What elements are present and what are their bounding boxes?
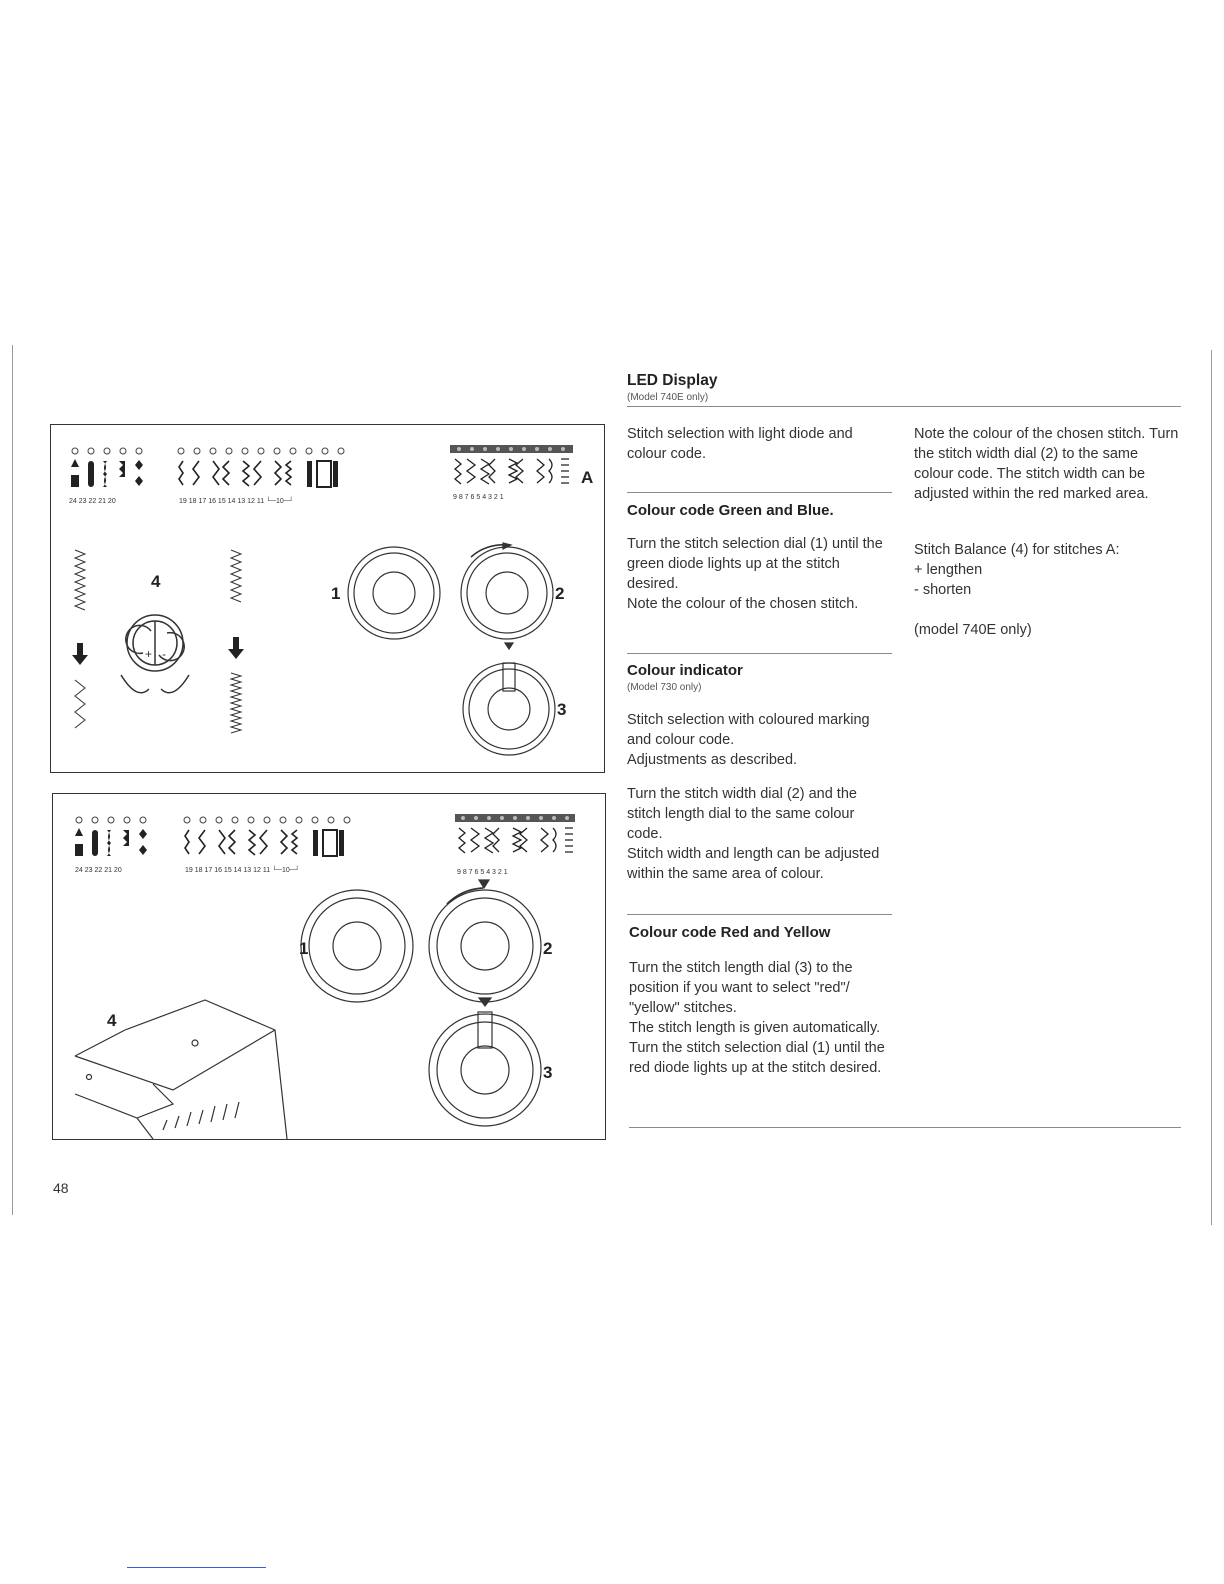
stitch-column-left: [75, 550, 85, 728]
rule-top: [627, 406, 1181, 407]
figure-top-illustration: [51, 425, 604, 772]
arrow-down-mid: [228, 637, 244, 659]
led-row-left: [72, 448, 142, 454]
colour-indicator-line-2: Adjustments as described.: [627, 752, 798, 768]
red-yellow-title: Colour code Red and Yellow: [629, 924, 831, 941]
green-blue-line-2: Note the colour of the chosen stitch.: [627, 596, 859, 612]
led-display-title: LED Display: [627, 372, 718, 389]
stitch-glyphs-middle-bottom: [185, 830, 297, 855]
label-2-top: 2: [555, 584, 565, 603]
stitch-glyphs-middle: [179, 461, 291, 486]
colour-indicator-line-1: Stitch selection with coloured marking and colour code.: [627, 712, 870, 748]
group-left-numbers-bottom: 24 23 22 21 20: [75, 867, 122, 874]
colour-indicator-note: (Model 730 only): [627, 682, 702, 693]
rule-red-yellow: [627, 914, 892, 915]
stitch-balance-minus: - shorten: [914, 582, 972, 598]
stitch-length-dial-bottom: [429, 998, 541, 1126]
green-blue-text: [627, 534, 892, 614]
minus-sign: -: [162, 647, 166, 661]
group-right-numbers-bottom: 9 8 7 6 5 4 3 2 1: [457, 869, 508, 876]
label-4-bottom: 4: [107, 1011, 117, 1030]
green-blue-line-1: Turn the stitch selection dial (1) until the green diode lights up at the stitch desired.: [627, 536, 883, 592]
stitch-balance-knob: [121, 615, 189, 693]
led-row-middle: [178, 448, 344, 454]
stitch-length-dial: [463, 643, 555, 755]
rule-colour-indicator: [627, 653, 892, 654]
page-number: 48: [53, 1180, 69, 1196]
figure-bottom-illustration: [53, 794, 605, 1139]
red-yellow-text: [629, 958, 894, 1078]
red-yellow-line-2: The stitch length is given automatically.: [629, 1020, 881, 1036]
stitch-balance-block: [914, 540, 1179, 600]
red-yellow-line-3: Turn the stitch selection dial (1) until the red diode lights up at the stitch desired.: [629, 1040, 885, 1076]
led-display-text: Stitch selection with light diode and colour code.: [627, 426, 853, 462]
stitch-width-dial: [461, 543, 553, 639]
green-blue-title: Colour code Green and Blue.: [627, 502, 834, 519]
label-1-top: 1: [331, 584, 341, 603]
model-note: (model 740E only): [914, 622, 1032, 638]
led-display-note: (Model 740E only): [627, 392, 709, 403]
group-left-numbers: 24 23 22 21 20: [69, 498, 116, 505]
left-margin-line: [12, 345, 13, 1215]
footer-link-line: [127, 1567, 266, 1568]
group-mid-numbers: 19 18 17 16 15 14 13 12 11 └─10─┘: [179, 498, 294, 505]
colour-indicator-title: Colour indicator: [627, 662, 743, 679]
label-2-bottom: 2: [543, 939, 553, 958]
colour-indicator-text: [627, 710, 892, 770]
stitch-glyphs-right: [455, 459, 569, 484]
figure-bottom-panel: [52, 793, 606, 1140]
stitch-glyphs-right-bottom: [459, 828, 573, 853]
colour-indicator-line-4: Stitch width and length can be adjusted within the same area of colour.: [627, 846, 880, 882]
stitch-selection-dial-bottom: [301, 890, 413, 1002]
group-mid-numbers-bottom: 19 18 17 16 15 14 13 12 11 └─10─┘: [185, 867, 300, 874]
colour-indicator-text-2: [627, 784, 892, 884]
stitch-width-dial-bottom: [429, 880, 541, 1002]
stitch-glyphs-left: [71, 459, 143, 487]
arrow-down-left: [72, 643, 88, 665]
red-yellow-line-1: Turn the stitch length dial (3) to the position if you want to select "red"/ "yellow" stitches.: [629, 960, 853, 1016]
stitch-glyphs-left-bottom: [75, 828, 147, 856]
rule-bottom: [629, 1127, 1181, 1128]
label-3-top: 3: [557, 700, 567, 719]
rule-green-blue: [627, 492, 892, 493]
label-4-top: 4: [151, 572, 161, 591]
plus-sign: +: [145, 647, 153, 661]
right-column-para: Note the colour of the chosen stitch. Turn the stitch width dial (2) to the same colour code. The stitch width can be adjusted within the red marked area.: [914, 426, 1179, 502]
figure-top-panel: [50, 424, 605, 773]
right-margin-line: [1211, 350, 1212, 1225]
stitch-selection-dial: [348, 547, 440, 639]
led-strip-dots: [457, 447, 565, 451]
stitch-glyphs-straight: [307, 461, 338, 487]
label-3-bottom: 3: [543, 1063, 553, 1082]
colour-indicator-line-3: Turn the stitch width dial (2) and the stitch length dial to the same colour code.: [627, 786, 857, 842]
stitch-balance-title: Stitch Balance (4) for stitches A:: [914, 542, 1120, 558]
label-1-bottom: 1: [299, 939, 309, 958]
label-A: A: [581, 468, 594, 487]
stitch-balance-plus: + lengthen: [914, 562, 983, 578]
group-right-numbers: 9 8 7 6 5 4 3 2 1: [453, 494, 504, 501]
